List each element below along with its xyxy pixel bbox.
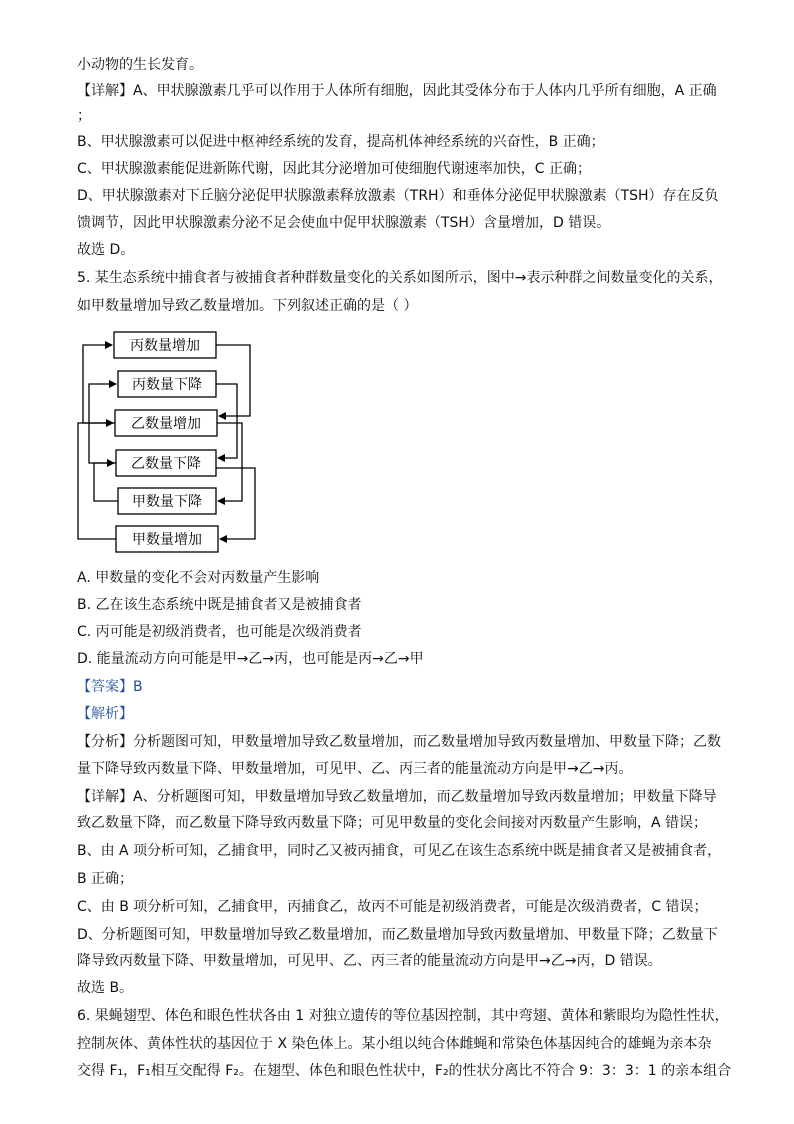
text-line: 【详解】A、分析题图可知，甲数量增加导致乙数量增加，而乙数量增加导致丙数量增加；甲数量下降导 xyxy=(77,789,717,805)
text-line: 小动物的生长发育。 xyxy=(77,57,203,73)
population-relation-diagram xyxy=(72,330,272,562)
option-d: D. 能量流动方向可能是甲→乙→丙，也可能是丙→乙→甲 xyxy=(77,651,424,667)
text-line: 故选 D。 xyxy=(77,242,135,258)
box-label: 乙数量下降 xyxy=(131,456,201,472)
box-label: 甲数量下降 xyxy=(132,494,202,510)
text-line: D、甲状腺激素对下丘脑分泌促甲状腺激素释放激素（TRH）和垂体分泌促甲状腺激素（TSH）存在反负 xyxy=(77,188,719,204)
question-6-stem: 控制灰体、黄体性状的基因位于 X 染色体上。某小组以纯合体雌蝇和常染色体基因纯合的雄蝇为亲本杂 xyxy=(77,1036,712,1052)
option-a: A. 甲数量的变化不会对丙数量产生影响 xyxy=(77,570,320,586)
text-line: 量下降导致丙数量下降、甲数量增加，可见甲、乙、丙三者的能量流动方向是甲→乙→丙。 xyxy=(77,761,633,777)
text-line: 【详解】A、甲状腺激素几乎可以作用于人体所有细胞，因此其受体分布于人体内几乎所有细胞，A 正确 xyxy=(77,83,717,99)
box-label: 丙数量增加 xyxy=(130,338,200,354)
question-5-stem: 如甲数量增加导致乙数量增加。下列叙述正确的是（ ） xyxy=(77,298,418,314)
text-line: 馈调节，因此甲状腺激素分泌不足会使血中促甲状腺激素（TSH）含量增加，D 错误。 xyxy=(77,215,611,231)
text-line: B、由 A 项分析可知，乙捕食甲，同时乙又被丙捕食，可见乙在该生态系统中既是捕食者又是被捕食者， xyxy=(77,843,722,859)
question-6-stem: 6. 果蝇翅型、体色和眼色性状各由 1 对独立遗传的等位基因控制，其中弯翅、黄体和紫眼均为隐性性状， xyxy=(77,1008,729,1024)
text-line: ； xyxy=(77,108,91,124)
answer-label: 【答案】B xyxy=(77,679,143,695)
text-line: C、甲状腺激素能促进新陈代谢，因此其分泌增加可使细胞代谢速率加快，C 正确； xyxy=(77,161,591,177)
text-line: 故选 B。 xyxy=(77,980,134,996)
text-line: B、甲状腺激素可以促进中枢神经系统的发育，提高机体神经系统的兴奋性，B 正确； xyxy=(77,134,605,150)
text-line: 致乙数量下降，而乙数量下降导致丙数量下降；可见甲数量的变化会间接对丙数量产生影响，A 错误； xyxy=(77,815,708,831)
text-line: 降导致丙数量下降、甲数量增加，可见甲、乙、丙三者的能量流动方向是甲→乙→丙，D 错误。 xyxy=(77,953,662,969)
text-line: B 正确； xyxy=(77,871,134,887)
box-label: 甲数量增加 xyxy=(132,532,202,548)
question-6-stem: 交得 F₁，F₁相互交配得 F₂。在翅型、体色和眼色性状中，F₂的性状分离比不符合 9：3：3：1 的亲本组合 xyxy=(77,1063,732,1079)
analysis-label: 【解析】 xyxy=(77,706,133,722)
box-label: 乙数量增加 xyxy=(131,416,201,432)
text-line: C、由 B 项分析可知，乙捕食甲，丙捕食乙，故丙不可能是初级消费者，可能是次级消费者，C 错误； xyxy=(77,899,708,915)
option-c: C. 丙可能是初级消费者，也可能是次级消费者 xyxy=(77,624,362,640)
question-5-stem: 5. 某生态系统中捕食者与被捕食者种群数量变化的关系如图所示，图中→表示种群之间数量变化的关系， xyxy=(77,270,723,286)
option-b: B. 乙在该生态系统中既是捕食者又是被捕食者 xyxy=(77,597,362,613)
text-line: 【分析】分析题图可知，甲数量增加导致乙数量增加，而乙数量增加导致丙数量增加、甲数量下降；乙数 xyxy=(77,734,721,750)
box-label: 丙数量下降 xyxy=(132,377,202,393)
text-line: D、分析题图可知，甲数量增加导致乙数量增加，而乙数量增加导致丙数量增加、甲数量下降；乙数量下 xyxy=(77,927,718,943)
